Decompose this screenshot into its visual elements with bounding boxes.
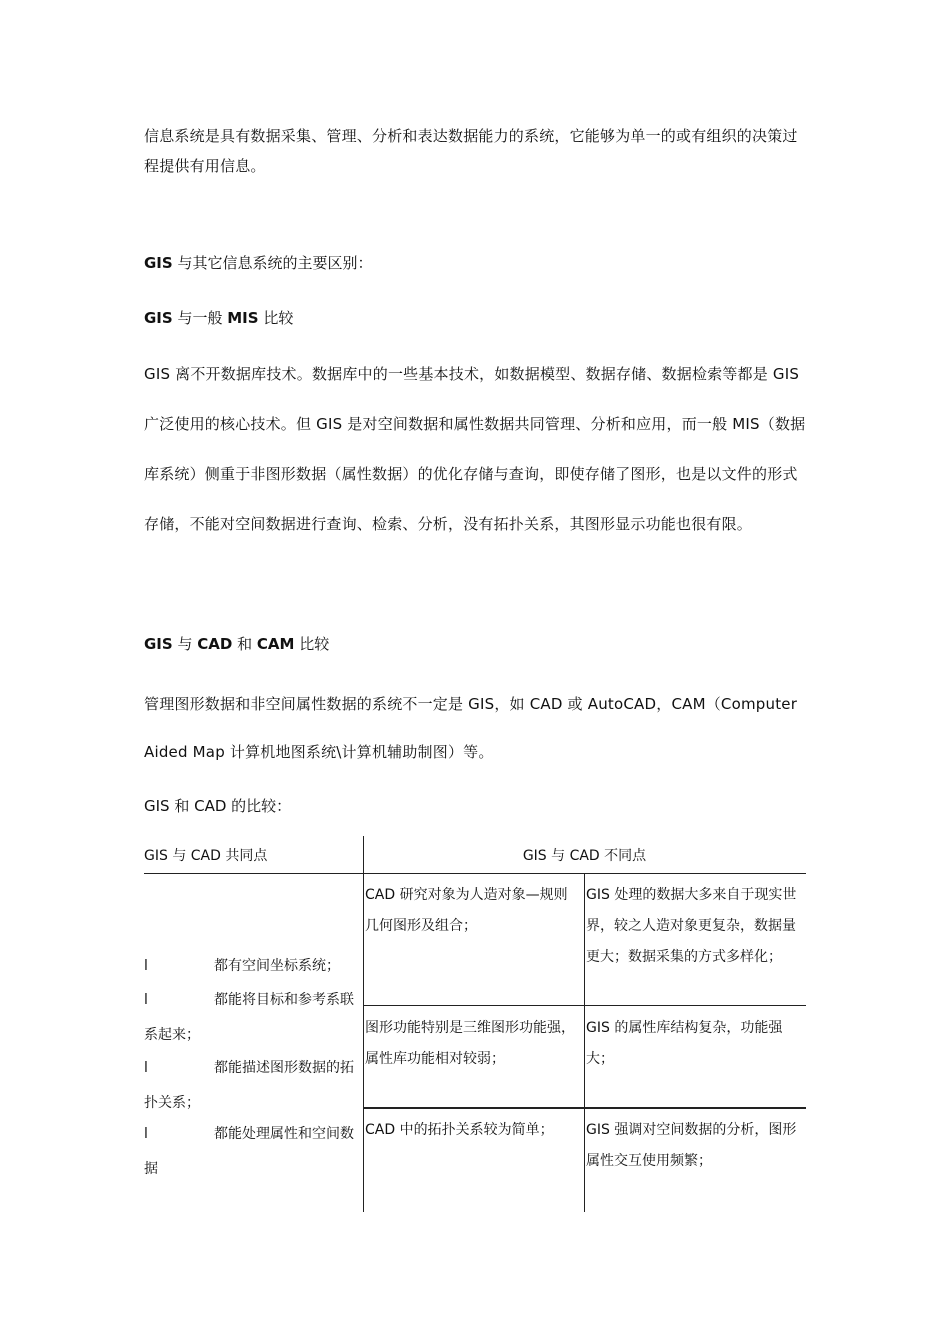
common-item-text: 都能处理属性和空间数 <box>214 1126 354 1142</box>
mis-heading-suffix: 比较 <box>258 309 294 327</box>
comparison-label: GIS 和 CAD 的比较： <box>144 797 292 815</box>
cad-heading-cam: CAM <box>256 635 295 653</box>
cad-heading-suffix: 比较 <box>294 635 330 653</box>
table-divider-col2 <box>584 873 585 1212</box>
common-item-text: 都能描述图形数据的拓 <box>214 1060 354 1076</box>
table-row-rule-2 <box>363 1107 806 1109</box>
heading-text: 与其它信息系统的主要区别： <box>172 254 373 272</box>
comparison-table <box>144 836 806 1212</box>
gis-difference-1: GIS 处理的数据大多来自于现实世界，较之人造对象更复杂，数据量更大；数据采集的方式多样化； <box>586 887 797 965</box>
cad-heading-gis: GIS <box>144 635 173 653</box>
table-row-rule-1 <box>363 1005 806 1006</box>
mis-body-paragraph: GIS 离不开数据库技术。数据库中的一些基本技术，如数据模型、数据存储、数据检索等都是 GIS 广泛使用的核心技术。但 GIS 是对空间数据和属性数据共同管理、分析和应用，而一般 MIS（数据库系统）侧重于非图形数据（属性数据）的优化存储与查询，即使存储了图形，也是以文件的形式存储，不能对空间数据进行查询、检索、分析，没有拓扑关系，其图形显示功能也很有限。 <box>144 365 806 533</box>
gis-difference-2: GIS 的属性库结构复杂，功能强大； <box>586 1020 783 1067</box>
table-header-rule <box>144 873 806 874</box>
gis-difference-3: GIS 强调对空间数据的分析，图形属性交互使用频繁； <box>586 1122 797 1169</box>
common-item-text: 都有空间坐标系统； <box>214 958 340 974</box>
cad-body-paragraph: 管理图形数据和非空间属性数据的系统不一定是 GIS，如 CAD 或 AutoCAD，CAM（Computer Aided Map 计算机地图系统\计算机辅助制图）等。 <box>144 695 798 761</box>
mis-heading-mis: MIS <box>227 309 259 327</box>
cad-heading-text2: 和 <box>232 635 257 653</box>
bullet-marker: l <box>144 1060 148 1076</box>
cad-heading-cad: CAD <box>197 635 233 653</box>
common-item-wrap: 扑关系； <box>144 1095 200 1111</box>
bullet-marker: l <box>144 992 148 1008</box>
cad-difference-3: CAD 中的拓扑关系较为简单； <box>365 1122 554 1138</box>
intro-paragraph: 信息系统是具有数据采集、管理、分析和表达数据能力的系统，它能够为单一的或有组织的决策过程提供有用信息。 <box>144 127 798 175</box>
header-common: GIS 与 CAD 共同点 <box>144 848 268 864</box>
bullet-marker: l <box>144 1126 148 1142</box>
bullet-marker: l <box>144 958 148 974</box>
common-item-text: 都能将目标和参考系联 <box>214 992 354 1008</box>
header-differences: GIS 与 CAD 不同点 <box>522 848 647 864</box>
cad-comparison-heading <box>144 633 329 654</box>
common-item-wrap: 据 <box>144 1161 158 1177</box>
heading-gis-term: GIS <box>144 254 173 272</box>
mis-comparison-heading <box>144 307 293 328</box>
table-divider-col1 <box>363 836 364 1212</box>
mis-heading-gis: GIS <box>144 309 173 327</box>
common-item-wrap: 系起来； <box>144 1027 200 1043</box>
mis-heading-text: 与一般 <box>172 309 228 327</box>
cad-heading-text1: 与 <box>172 635 198 653</box>
section-heading <box>144 252 372 273</box>
cad-difference-1: CAD 研究对象为人造对象—规则几何图形及组合； <box>365 887 568 934</box>
cad-difference-2: 图形功能特别是三维图形功能强，属性库功能相对较弱； <box>365 1020 575 1067</box>
